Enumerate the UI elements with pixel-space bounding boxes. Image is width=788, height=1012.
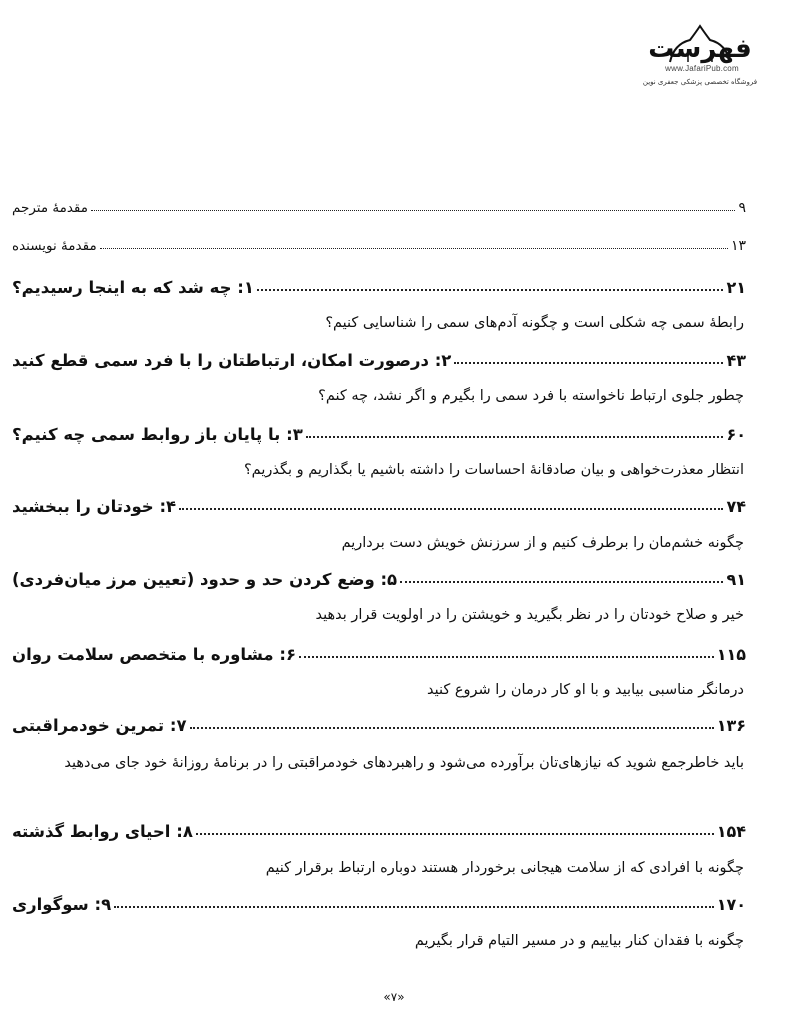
chapter-page: ۱۱۵ [716,645,746,664]
dot-leader [196,833,714,835]
toc-entry-title: مقدمهٔ نویسنده [12,238,97,254]
toc-entry-title: مقدمهٔ مترجم [12,200,88,216]
toc-entry-page: ۱۳ [730,238,746,254]
toc-chapter-1 [12,278,746,297]
chapter-page: ۲۱ [726,278,746,297]
chapter-title: ۲: درصورت امکان، ارتباطتان را با فرد سمی قطع کنید [12,351,452,370]
chapter-title: ۸: احیای روابط گذشته [12,822,193,841]
chapter-title: ۶: مشاوره با متخصص سلامت روان [12,645,297,664]
chapter-subtitle: چگونه با فقدان کنار بیاییم و در مسیر التیام قرار بگیریم [414,933,744,949]
dot-leader [454,362,723,364]
chapter-subtitle: رابطهٔ سمی چه شکلی است و چگونه آدم‌های سمی را شناسایی کنیم؟ [325,315,744,331]
chapter-subtitle: باید خاطرجمع شوید که نیازهای‌تان برآورده می‌شود و راهبردهای خودمراقبتی را در برنامهٔ روزانهٔ خود جای می‌دهید [64,755,744,771]
chapter-page: ۱۵۴ [716,822,746,841]
chapter-title: ۴: خودتان را ببخشید [12,497,177,516]
chapter-title: ۷: تمرین خودمراقبتی [12,716,187,735]
dot-leader [91,210,735,211]
chapter-subtitle: چطور جلوی ارتباط ناخواسته با فرد سمی را بگیرم و اگر نشد، چه کنم؟ [318,388,744,404]
toc-chapter-7 [12,716,746,735]
toc-chapter-4 [12,497,746,516]
publisher-logo [630,24,770,104]
chapter-page: ۷۴ [726,497,746,516]
dot-leader [179,508,723,510]
page-number: «۷» [383,990,405,1004]
chapter-page: ۱۷۰ [716,895,746,914]
chapter-page: ۶۰ [726,425,746,444]
toc-entry-author-preface [12,238,746,254]
logo-tagline: فروشگاه تخصصی پزشکی جعفری نوین [642,78,758,86]
toc-chapter-6 [12,645,746,664]
chapter-subtitle: درمانگر مناسبی بیابید و با او کار درمان را شروع کنید [426,682,744,698]
toc-chapter-5 [12,570,746,589]
dot-leader [257,289,723,291]
chapter-title: ۵: وضع کردن حد و حدود (تعیین مرز میان‌فردی) [12,570,398,589]
chapter-page: ۹۱ [726,570,746,589]
dot-leader [400,581,723,583]
toc-chapter-3 [12,425,746,444]
toc-chapter-2 [12,351,746,370]
chapter-subtitle: انتظار معذرت‌خواهی و بیان صادقانهٔ احساسات را داشته باشیم یا بگذاریم و بگذریم؟ [243,462,744,478]
chapter-subtitle: خیر و صلاح خودتان را در نظر بگیرید و خویشتن را در اولویت قرار بدهید [315,607,744,623]
chapter-title: ۱: چه شد که به اینجا رسیدیم؟ [12,278,254,297]
dot-leader [190,727,714,729]
logo-url: www.JafariPub.com [665,64,739,73]
dot-leader [306,436,724,438]
toc-entry-translator-preface [12,200,746,216]
chapter-subtitle: چگونه با افرادی که از سلامت هیجانی برخوردار هستند دوباره ارتباط برقرار کنیم [265,860,744,876]
toc-entry-page: ۹ [738,200,746,216]
dot-leader [114,906,713,908]
chapter-subtitle: چگونه خشم‌مان را برطرف کنیم و از سرزنش خویش دست برداریم [341,535,744,551]
dot-leader [299,656,714,658]
dot-leader [100,248,728,249]
logo-title: فهرست [648,34,752,64]
toc-chapter-9 [12,895,746,914]
chapter-title: ۹: سوگواری [12,895,112,914]
toc-chapter-8 [12,822,746,841]
chapter-page: ۱۳۶ [716,716,746,735]
chapter-title: ۳: با پایان باز روابط سمی چه کنیم؟ [12,425,303,444]
chapter-page: ۴۳ [726,351,746,370]
